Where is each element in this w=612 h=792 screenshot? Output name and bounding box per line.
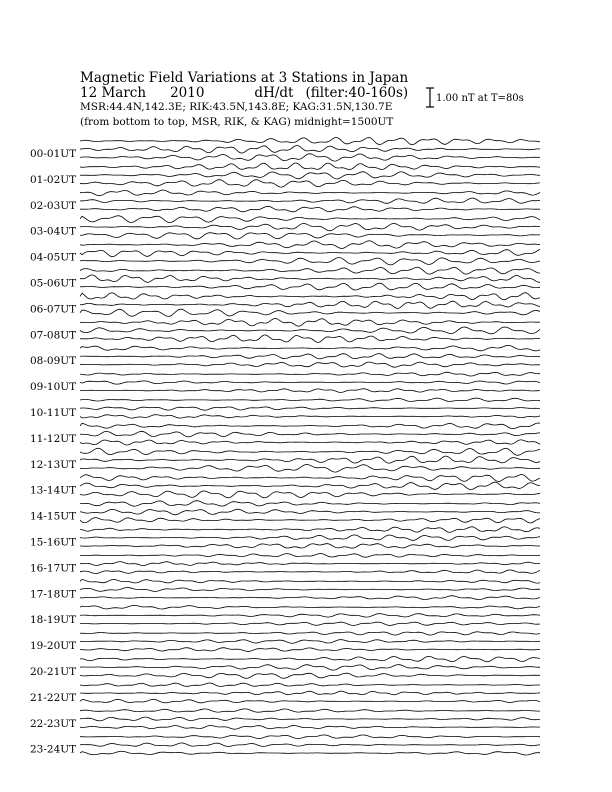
trace-kag-05-06ut bbox=[80, 283, 540, 290]
hour-label-19-20ut: 19-20UT bbox=[30, 640, 77, 653]
trace-msr-21-22ut bbox=[80, 683, 540, 686]
trace-kag-09-10ut bbox=[80, 389, 540, 393]
trace-msr-08-09ut bbox=[80, 345, 540, 351]
trace-msr-15-16ut bbox=[80, 527, 540, 533]
trace-kag-18-19ut bbox=[80, 622, 540, 625]
hour-label-09-10ut: 09-10UT bbox=[30, 381, 77, 394]
trace-msr-12-13ut bbox=[80, 448, 540, 455]
hour-label-12-13ut: 12-13UT bbox=[30, 458, 77, 471]
trace-kag-14-15ut bbox=[80, 518, 540, 523]
stations-line: MSR:44.4N,142.3E; RIK:43.5N,143.8E; KAG:31.5N,130.7E bbox=[80, 101, 393, 113]
trace-kag-11-12ut bbox=[80, 440, 540, 445]
hour-label-02-03ut: 02-03UT bbox=[30, 199, 77, 212]
trace-msr-13-14ut bbox=[80, 475, 540, 482]
trace-rik-14-15ut bbox=[80, 509, 540, 515]
trace-rik-08-09ut bbox=[80, 354, 540, 359]
trace-rik-19-20ut bbox=[80, 640, 540, 644]
trace-msr-01-02ut bbox=[80, 163, 540, 170]
trace-kag-10-11ut bbox=[80, 415, 540, 419]
trace-kag-16-17ut bbox=[80, 570, 540, 574]
trace-msr-10-11ut bbox=[80, 398, 540, 401]
chart-title: Magnetic Field Variations at 3 Stations in Japan bbox=[80, 70, 409, 86]
trace-rik-07-08ut bbox=[80, 327, 540, 334]
hour-label-21-22ut: 21-22UT bbox=[30, 691, 77, 704]
trace-rik-00-01ut bbox=[80, 146, 540, 154]
hour-label-15-16ut: 15-16UT bbox=[30, 536, 77, 549]
trace-kag-03-04ut bbox=[80, 233, 540, 239]
trace-rows bbox=[30, 137, 540, 755]
trace-kag-15-16ut bbox=[80, 544, 540, 549]
trace-rik-12-13ut bbox=[80, 456, 540, 463]
hour-label-11-12ut: 11-12UT bbox=[30, 432, 77, 445]
trace-rik-11-12ut bbox=[80, 431, 540, 437]
hour-label-23-24ut: 23-24UT bbox=[30, 743, 77, 756]
filter-label: (filter:40-160s) bbox=[305, 85, 409, 101]
hour-label-18-19ut: 18-19UT bbox=[30, 614, 77, 627]
trace-rik-10-11ut bbox=[80, 407, 540, 410]
trace-msr-03-04ut bbox=[80, 216, 540, 223]
trace-rik-16-17ut bbox=[80, 562, 540, 566]
trace-kag-13-14ut bbox=[80, 491, 540, 498]
trace-msr-00-01ut bbox=[80, 137, 540, 144]
hour-label-08-09ut: 08-09UT bbox=[30, 355, 77, 368]
trace-msr-07-08ut bbox=[80, 319, 540, 327]
hour-label-00-01ut: 00-01UT bbox=[30, 148, 77, 160]
hour-label-17-18ut: 17-18UT bbox=[30, 588, 77, 601]
trace-msr-06-07ut bbox=[80, 293, 540, 300]
trace-msr-05-06ut bbox=[80, 267, 540, 274]
trace-msr-02-03ut bbox=[80, 190, 540, 196]
hour-label-13-14ut: 13-14UT bbox=[30, 484, 77, 497]
trace-kag-01-02ut bbox=[80, 180, 540, 187]
hour-label-20-21ut: 20-21UT bbox=[30, 666, 77, 678]
hour-label-05-06ut: 05-06UT bbox=[30, 277, 77, 290]
trace-rik-02-03ut bbox=[80, 198, 540, 203]
trace-kag-02-03ut bbox=[80, 206, 540, 212]
trace-msr-19-20ut bbox=[80, 632, 540, 635]
trace-rik-22-23ut bbox=[80, 717, 540, 721]
trace-rik-03-04ut bbox=[80, 223, 540, 230]
hour-label-01-02ut: 01-02UT bbox=[30, 173, 77, 186]
trace-kag-04-05ut bbox=[80, 258, 540, 265]
trace-msr-20-21ut bbox=[80, 656, 540, 661]
trace-rik-17-18ut bbox=[80, 588, 540, 592]
trace-kag-00-01ut bbox=[80, 154, 540, 161]
hour-label-14-15ut: 14-15UT bbox=[30, 510, 77, 523]
trace-rik-13-14ut bbox=[80, 482, 540, 489]
trace-kag-20-21ut bbox=[80, 673, 540, 678]
trace-kag-07-08ut bbox=[80, 335, 540, 343]
trace-rik-04-05ut bbox=[80, 249, 540, 256]
trace-rik-09-10ut bbox=[80, 381, 540, 384]
trace-kag-23-24ut bbox=[80, 751, 540, 755]
trace-rik-20-21ut bbox=[80, 665, 540, 671]
date-year: 2010 bbox=[170, 85, 205, 101]
trace-rik-15-16ut bbox=[80, 535, 540, 541]
trace-msr-16-17ut bbox=[80, 554, 540, 558]
trace-rik-06-07ut bbox=[80, 301, 540, 308]
trace-rik-21-22ut bbox=[80, 691, 540, 695]
trace-msr-11-12ut bbox=[80, 423, 540, 429]
scale-label: 1.00 nT at T=80s bbox=[436, 93, 524, 104]
trace-msr-22-23ut bbox=[80, 709, 540, 712]
trace-kag-19-20ut bbox=[80, 648, 540, 652]
hour-label-07-08ut: 07-08UT bbox=[30, 329, 77, 342]
hour-label-16-17ut: 16-17UT bbox=[30, 562, 77, 575]
hour-label-06-07ut: 06-07UT bbox=[30, 303, 77, 316]
hour-label-04-05ut: 04-05UT bbox=[30, 251, 77, 264]
trace-kag-12-13ut bbox=[80, 465, 540, 473]
hour-label-10-11ut: 10-11UT bbox=[30, 407, 77, 419]
hour-label-22-23ut: 22-23UT bbox=[30, 717, 77, 730]
date-day-month: 12 March bbox=[80, 85, 147, 101]
hour-label-03-04ut: 03-04UT bbox=[30, 225, 77, 238]
trace-kag-08-09ut bbox=[80, 362, 540, 367]
trace-kag-17-18ut bbox=[80, 596, 540, 600]
trace-rik-01-02ut bbox=[80, 172, 540, 179]
trace-msr-04-05ut bbox=[80, 241, 540, 249]
trace-msr-09-10ut bbox=[80, 372, 540, 376]
trace-rik-05-06ut bbox=[80, 275, 540, 283]
trace-rik-23-24ut bbox=[80, 743, 540, 747]
trace-kag-06-07ut bbox=[80, 309, 540, 316]
trace-msr-23-24ut bbox=[80, 735, 540, 739]
order-line: (from bottom to top, MSR, RIK, & KAG) midnight=1500UT bbox=[80, 116, 394, 128]
trace-rik-18-19ut bbox=[80, 614, 540, 618]
trace-msr-18-19ut bbox=[80, 605, 540, 609]
quantity-label: dH/dt bbox=[254, 85, 294, 101]
trace-msr-17-18ut bbox=[80, 579, 540, 583]
trace-msr-14-15ut bbox=[80, 501, 540, 507]
trace-kag-21-22ut bbox=[80, 699, 540, 703]
trace-kag-22-23ut bbox=[80, 725, 540, 729]
